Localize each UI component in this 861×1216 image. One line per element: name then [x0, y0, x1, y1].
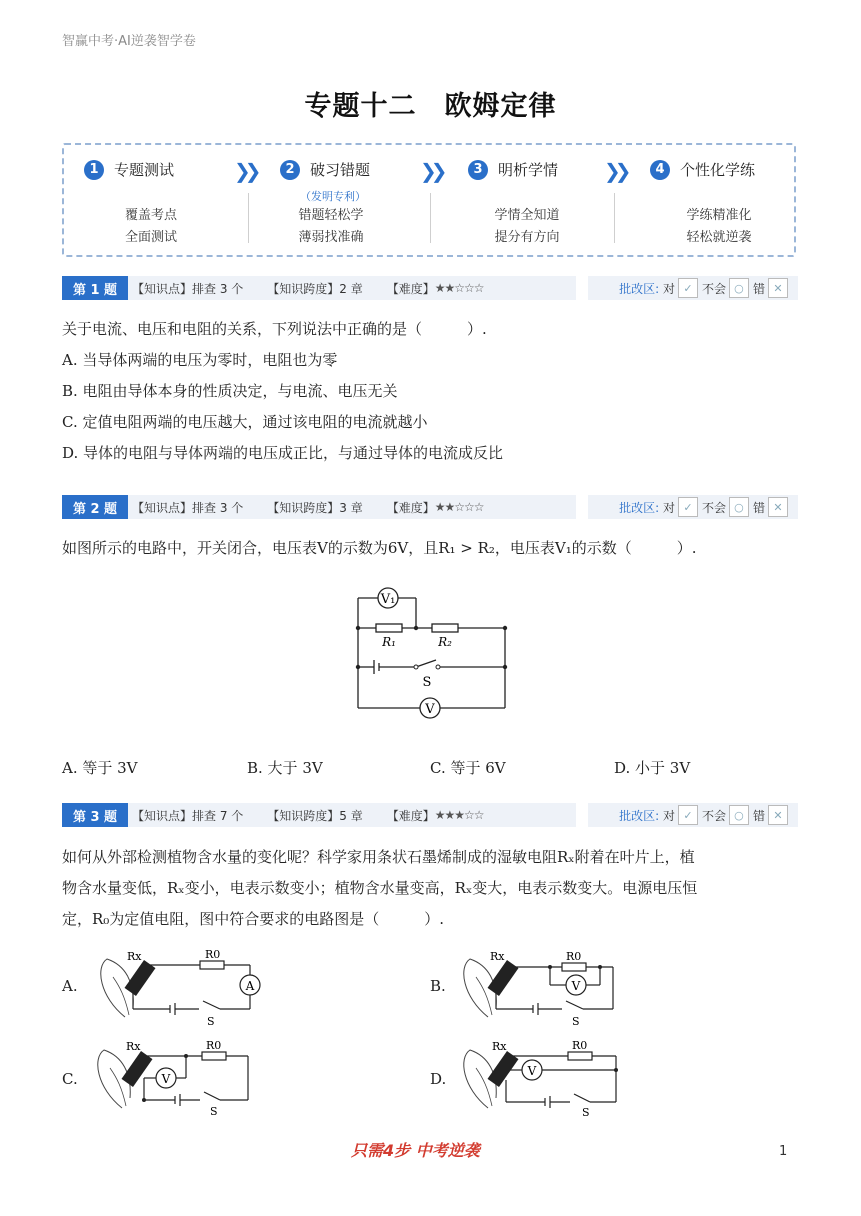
option-b[interactable]: B. 大于 3V	[247, 759, 323, 777]
r0-label: R0	[205, 948, 221, 961]
option-a[interactable]: A. 等于 3V	[62, 759, 138, 777]
question-stem: 关于电流、电压和电阻的关系，下列说法中正确的是（ ）.	[62, 320, 487, 338]
grade-wrong-checkbox[interactable]: ✕	[768, 278, 788, 298]
option-a[interactable]: A. 当导体两端的电压为零时，电阻也为零	[62, 351, 338, 369]
r0-label: R0	[206, 1039, 222, 1052]
step-desc: 学情全知道 提分有方向	[494, 208, 560, 245]
chevron-right-icon: ❯❯	[234, 159, 256, 183]
step-1	[84, 159, 174, 180]
grade-right-checkbox[interactable]: ✓	[678, 497, 698, 517]
grade-wrong-checkbox[interactable]: ✕	[768, 805, 788, 825]
option-b[interactable]: B. 电阻由导体本身的性质决定，与电流、电压无关	[62, 382, 398, 400]
step-label: 个性化学练	[680, 161, 756, 179]
question-2-bar	[62, 495, 798, 519]
question-number: 第 3 题	[62, 803, 128, 827]
switch-label: S	[207, 1015, 215, 1027]
divider	[430, 193, 431, 243]
grade-area: 批改区: 对 ✓ 不会 ○ 错 ✕	[588, 495, 798, 519]
step-label: 专题测试	[114, 161, 175, 179]
knowledge-span: 【知识跨度】5 章	[267, 808, 363, 823]
rx-label: Rx	[492, 1040, 507, 1053]
question-1-bar	[62, 276, 798, 300]
difficulty-label: 【难度】	[386, 500, 435, 515]
step-desc: 学练精准化 轻松就逆袭	[686, 208, 752, 245]
switch-label: S	[210, 1105, 218, 1116]
page-title: 专题十二 欧姆定律	[304, 91, 557, 122]
grade-right-checkbox[interactable]: ✓	[678, 805, 698, 825]
circuit-option-d[interactable]	[458, 1036, 633, 1116]
rx-label: Rx	[127, 950, 142, 963]
step-3	[468, 159, 558, 180]
question-stem: 如图所示的电路中，开关闭合，电压表V的示数为6V，且R₁ > R₂，电压表V₁的示数（ ）.	[62, 539, 697, 557]
step-number: 2	[280, 160, 300, 180]
grade-wrong-checkbox[interactable]: ✕	[768, 497, 788, 517]
chevron-right-icon: ❯❯	[604, 159, 626, 183]
question-3-stem: 如何从外部检测植物含水量的变化呢？科学家用条状石墨烯制成的湿敏电阻Rₓ附着在叶片上，植 物含水量变低，Rₓ变小，电表示数变小；植物含水量变高，Rₓ变大，电表示数变大。电源电压恒 定，R₀为定值电阻，图中符合要求的电路图是（ ）.	[62, 848, 698, 928]
difficulty-stars: ★★★☆☆	[434, 808, 484, 822]
voltmeter-label: V	[161, 1072, 171, 1086]
ammeter-label: A	[245, 979, 255, 993]
knowledge-span: 【知识跨度】3 章	[267, 500, 363, 515]
grade-right-checkbox[interactable]: ✓	[678, 278, 698, 298]
step-sub: （发明专利）	[300, 190, 366, 203]
divider	[614, 193, 615, 243]
option-a[interactable]: A.	[62, 977, 78, 995]
option-d[interactable]: D. 小于 3V	[614, 759, 691, 777]
rx-label: Rx	[490, 950, 505, 963]
grade-unsure-checkbox[interactable]: ○	[729, 805, 749, 825]
resistor-r2-label: R₂	[438, 635, 452, 649]
voltmeter-v-label: V	[425, 702, 435, 717]
grade-area: 批改区: 对 ✓ 不会 ○ 错 ✕	[588, 803, 798, 827]
difficulty-stars: ★★☆☆☆	[434, 281, 484, 295]
step-desc: 覆盖考点 全面测试	[124, 208, 177, 245]
step-number: 1	[84, 160, 104, 180]
grade-unsure-checkbox[interactable]: ○	[729, 497, 749, 517]
difficulty-label: 【难度】	[386, 281, 435, 296]
switch-label: S	[582, 1106, 590, 1116]
question-number: 第 1 题	[62, 276, 128, 300]
step-number: 3	[468, 160, 488, 180]
option-d[interactable]: D.	[430, 1070, 447, 1088]
difficulty-stars: ★★☆☆☆	[434, 500, 484, 514]
grade-unsure-checkbox[interactable]: ○	[729, 278, 749, 298]
step-label: 破习错题	[310, 161, 371, 179]
question-3-bar	[62, 803, 798, 827]
option-b[interactable]: B.	[430, 977, 446, 995]
rx-label: Rx	[126, 1040, 141, 1053]
step-4	[650, 159, 755, 180]
r0-label: R0	[572, 1039, 588, 1052]
knowledge-count: 【知识点】排查 3 个	[132, 281, 244, 296]
circuit-option-a[interactable]	[95, 947, 270, 1027]
option-d[interactable]: D. 导体的电阻与导体两端的电压成正比，与通过导体的电流成反比	[62, 444, 504, 462]
option-c[interactable]: C.	[62, 1070, 78, 1088]
knowledge-count: 【知识点】排查 7 个	[132, 808, 244, 823]
page-number: 1	[779, 1144, 788, 1159]
option-c[interactable]: C. 等于 6V	[430, 759, 506, 777]
voltmeter-label: V	[527, 1064, 537, 1078]
circuit-option-c[interactable]	[92, 1036, 267, 1116]
header-brand: 智赢中考·AI逆袭智学卷	[62, 34, 196, 49]
switch-label: S	[422, 675, 432, 690]
chevron-right-icon: ❯❯	[420, 159, 442, 183]
step-number: 4	[650, 160, 670, 180]
question-number: 第 2 题	[62, 495, 128, 519]
footer-logo: 只需4步 中考逆袭	[351, 1141, 480, 1160]
r0-label: R0	[566, 950, 582, 963]
steps-banner	[62, 143, 796, 257]
knowledge-count: 【知识点】排查 3 个	[132, 500, 244, 515]
step-desc: 错题轻松学 薄弱找准确	[298, 208, 364, 245]
voltmeter-v1-label: V₁	[380, 592, 396, 607]
circuit-option-b[interactable]	[458, 947, 633, 1027]
difficulty-label: 【难度】	[386, 808, 435, 823]
grade-area: 批改区: 对 ✓ 不会 ○ 错 ✕	[588, 276, 798, 300]
question-1-body	[62, 314, 802, 469]
circuit-diagram-q2	[350, 583, 515, 723]
step-label: 明析学情	[498, 161, 559, 179]
knowledge-span: 【知识跨度】2 章	[267, 281, 363, 296]
divider	[248, 193, 249, 243]
option-c[interactable]: C. 定值电阻两端的电压越大，通过该电阻的电流就越小	[62, 413, 428, 431]
step-2	[280, 159, 370, 180]
voltmeter-label: V	[571, 979, 581, 993]
resistor-r1-label: R₁	[382, 635, 396, 649]
switch-label: S	[572, 1015, 580, 1027]
